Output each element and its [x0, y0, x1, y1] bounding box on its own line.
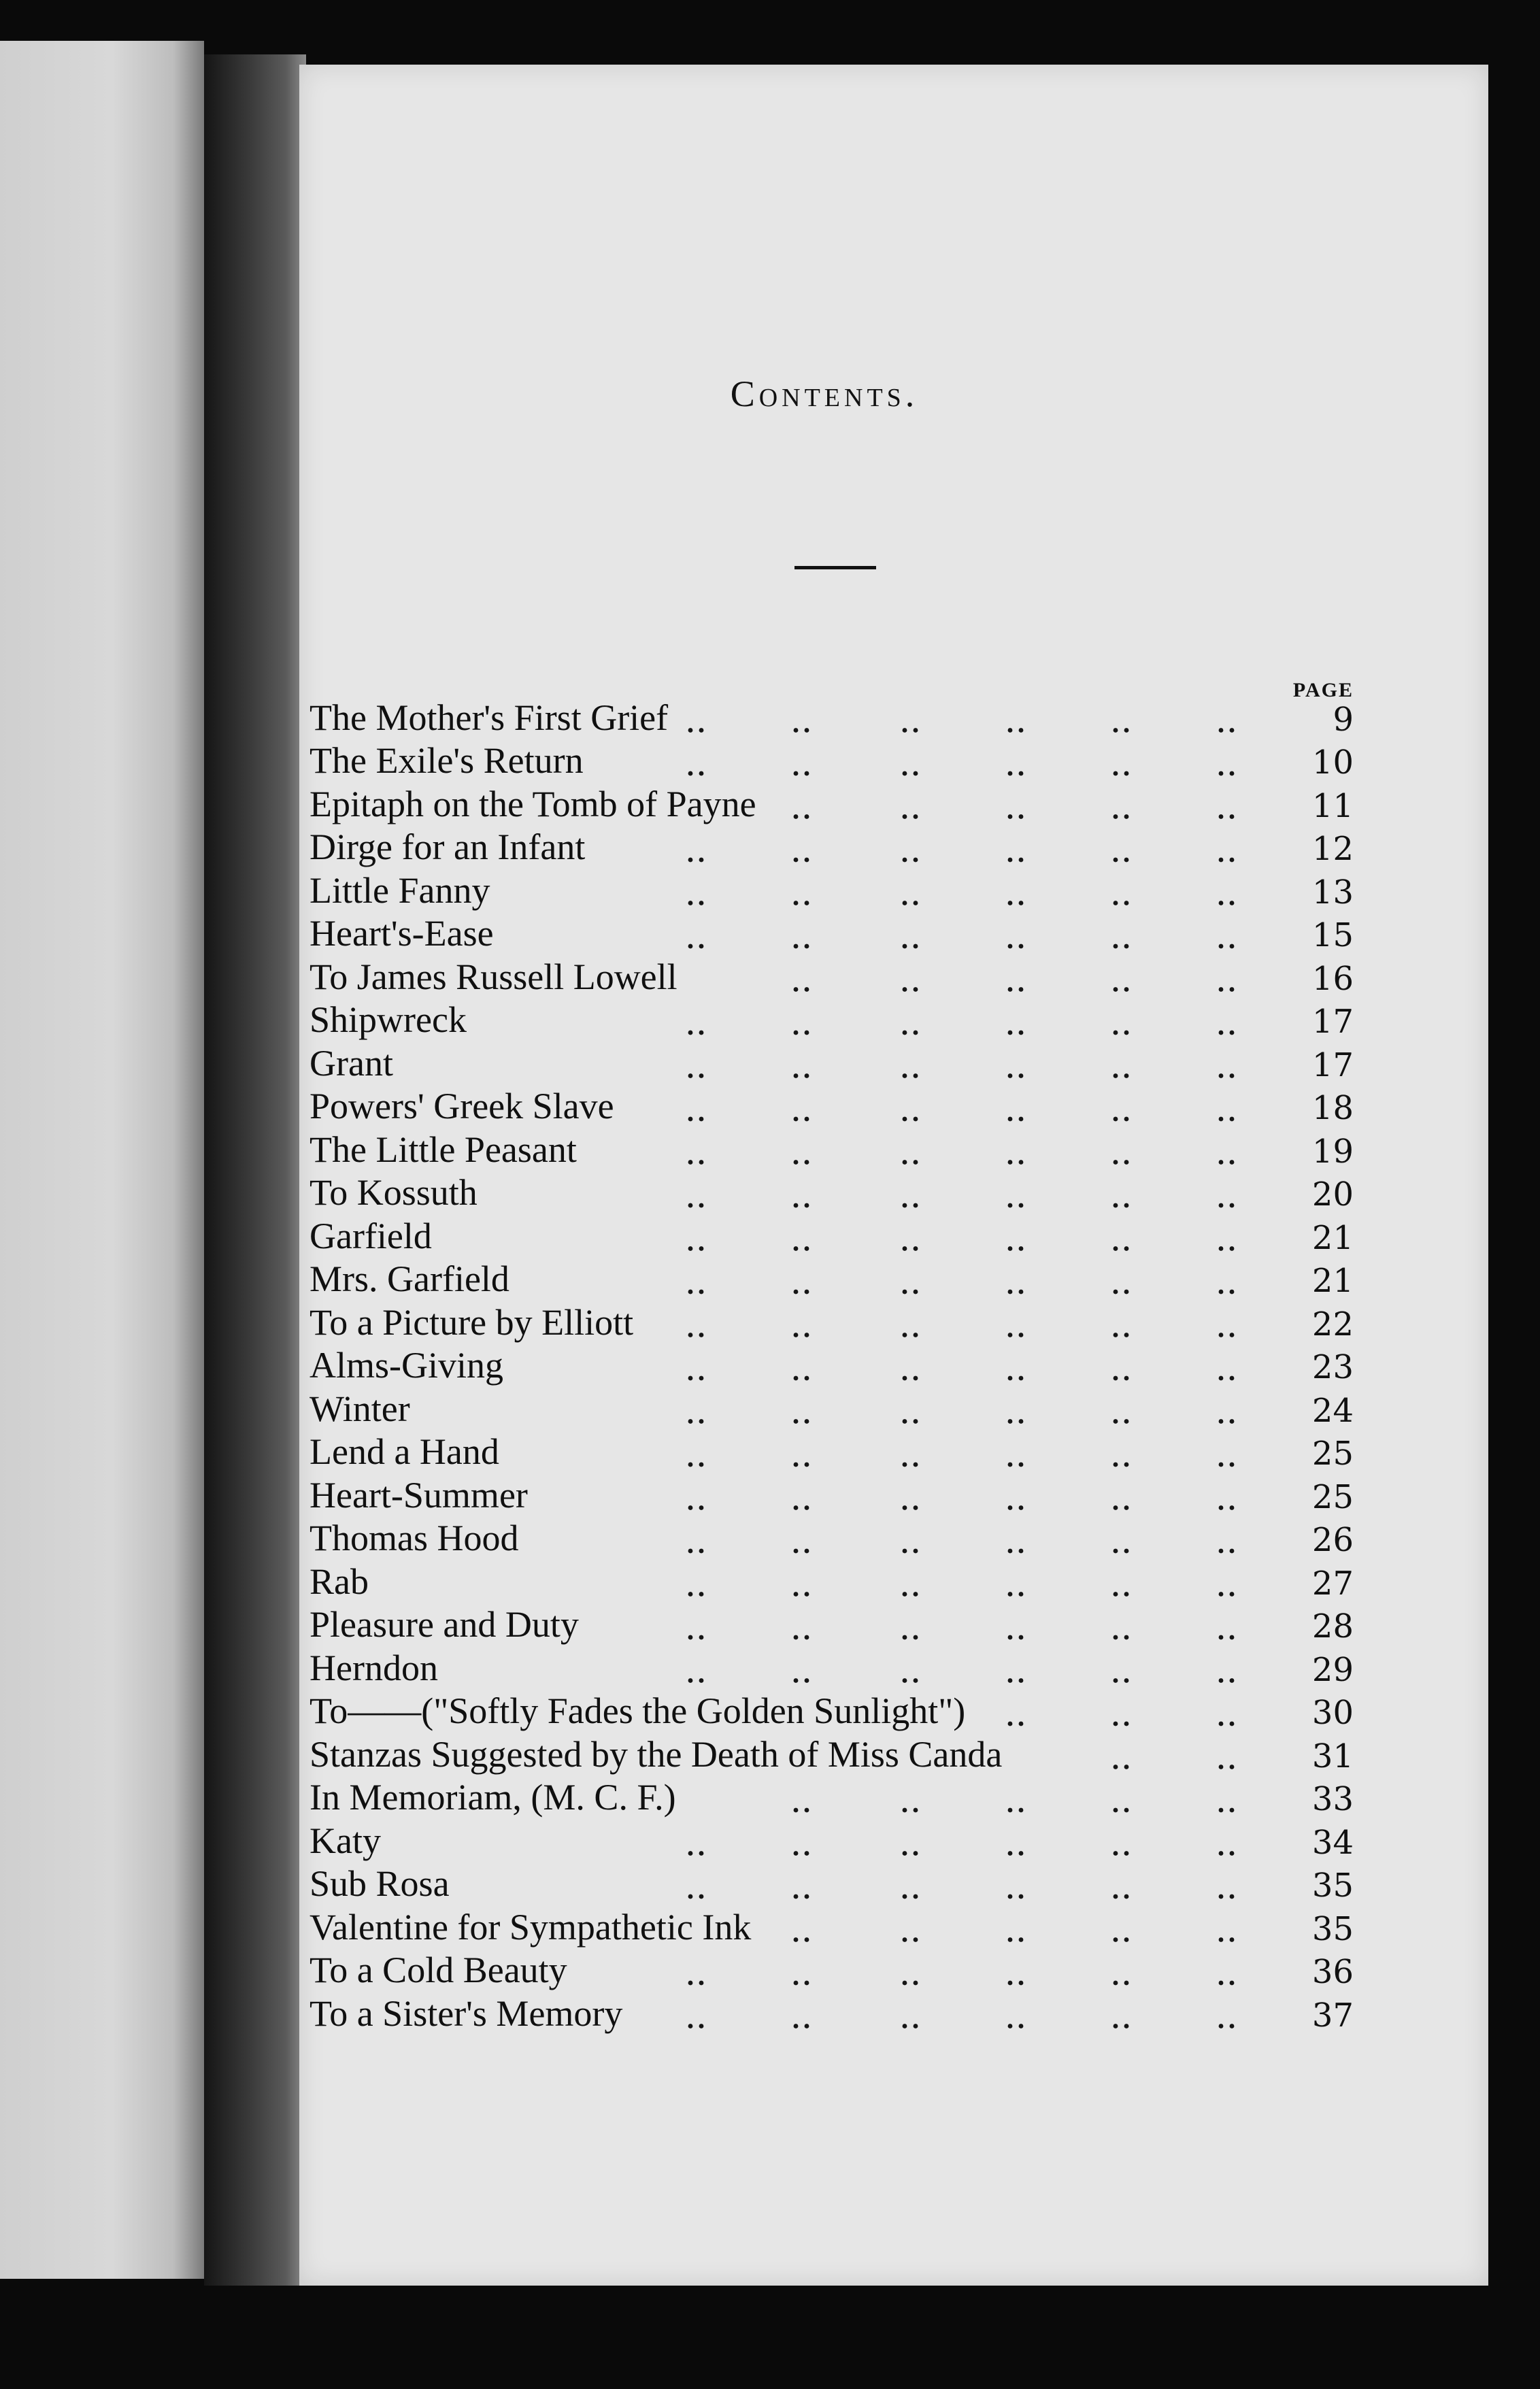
- entry-page-number: 22: [1311, 1305, 1354, 1343]
- contents-entry: [309, 692, 1354, 739]
- entry-title: Little Fanny: [309, 869, 490, 911]
- contents-entry: [309, 1902, 1354, 1948]
- entry-title: The Mother's First Grief: [309, 697, 669, 738]
- contents-entry: [309, 952, 1354, 998]
- entry-page-number: 26: [1311, 1521, 1354, 1559]
- entry-page-number: 30: [1311, 1694, 1354, 1732]
- entry-title: Heart-Summer: [309, 1474, 528, 1516]
- entry-title: Epitaph on the Tomb of Payne: [309, 783, 756, 824]
- entry-title: In Memoriam, (M. C. F.): [309, 1777, 676, 1818]
- contents-entry: [309, 909, 1354, 952]
- contents-entry: [309, 1038, 1354, 1082]
- entry-title: Alms-Giving: [309, 1345, 504, 1386]
- entry-title: To Kossuth: [309, 1172, 478, 1213]
- entry-page-number: 31: [1311, 1737, 1354, 1775]
- entry-title: To a Picture by Elliott: [309, 1301, 634, 1343]
- entry-title: Lend a Hand: [309, 1431, 499, 1472]
- contents-entry: [309, 1773, 1354, 1816]
- contents-entry: [309, 1556, 1354, 1603]
- entry-page-number: 33: [1311, 1780, 1354, 1818]
- entry-page-number: 37: [1311, 1996, 1354, 2035]
- contents-entry: [309, 822, 1354, 866]
- contents-entry: [309, 1470, 1354, 1514]
- entry-page-number: 13: [1311, 873, 1354, 912]
- entry-title: Thomas Hood: [309, 1518, 519, 1558]
- entry-page-number: 12: [1311, 830, 1354, 868]
- entry-title: Garfield: [309, 1215, 432, 1256]
- entry-page-number: 35: [1311, 1867, 1354, 1905]
- entry-page-number: 20: [1311, 1175, 1354, 1214]
- entry-page-number: 10: [1311, 744, 1354, 782]
- entry-title: Pleasure and Duty: [309, 1604, 579, 1645]
- contents-entry: [309, 1686, 1354, 1730]
- contents-entry: [309, 1643, 1354, 1689]
- entry-title: Dirge for an Infant: [309, 826, 586, 867]
- contents-entry: [309, 1729, 1354, 1773]
- entry-title: Valentine for Sympathetic Ink: [309, 1906, 752, 1948]
- contents-entry: [309, 1945, 1354, 1989]
- entry-page-number: 35: [1311, 1909, 1354, 1948]
- entry-page-number: 17: [1311, 1046, 1354, 1084]
- entry-title: Sub Rosa: [309, 1863, 450, 1904]
- contents-entry: [309, 1341, 1354, 1384]
- page-column-heading: PAGE: [1292, 679, 1354, 701]
- entry-title: Shipwreck: [309, 999, 467, 1040]
- entry-page-number: 29: [1311, 1650, 1354, 1689]
- entry-title: Katy: [309, 1820, 381, 1861]
- contents-entry: [309, 1514, 1354, 1557]
- entry-page-number: 16: [1311, 959, 1354, 998]
- contents-entry: [309, 1082, 1354, 1125]
- contents-entry: [309, 995, 1354, 1039]
- contents-entry: [309, 1859, 1354, 1903]
- entry-title: Grant: [309, 1042, 393, 1084]
- contents-entry: [309, 1254, 1354, 1298]
- contents-list: [309, 692, 1354, 2035]
- entry-page-number: 25: [1311, 1435, 1354, 1473]
- contents-entry: [309, 1427, 1354, 1471]
- contents-entry: [309, 779, 1354, 825]
- entry-page-number: 24: [1311, 1391, 1354, 1430]
- entry-title: To James Russell Lowell: [309, 956, 677, 997]
- page-title: Contents.: [730, 373, 919, 414]
- contents-entry: [309, 1600, 1354, 1643]
- contents-entry: [309, 1816, 1354, 1862]
- entry-page-number: 27: [1311, 1564, 1354, 1603]
- entry-title: To——("Softly Fades the Golden Sunlight"): [309, 1690, 966, 1731]
- contents-entry: [309, 1297, 1354, 1341]
- title-rule: [794, 566, 876, 569]
- entry-title: Heart's-Ease: [309, 913, 494, 954]
- entry-page-number: 19: [1311, 1132, 1354, 1171]
- entry-page-number: 28: [1311, 1607, 1354, 1645]
- entry-page-number: 36: [1311, 1953, 1354, 1991]
- entry-title: Rab: [309, 1560, 369, 1602]
- entry-title: The Exile's Return: [309, 740, 584, 781]
- entry-title: The Little Peasant: [309, 1129, 577, 1170]
- contents-entry: [309, 736, 1354, 780]
- entry-page-number: 34: [1311, 1823, 1354, 1862]
- entry-page-number: 15: [1311, 916, 1354, 954]
- contents-entry: [309, 1124, 1354, 1171]
- entry-page-number: 21: [1311, 1262, 1354, 1300]
- entry-title: Mrs. Garfield: [309, 1258, 509, 1299]
- contents-entry: [309, 1384, 1354, 1430]
- entry-page-number: 11: [1311, 786, 1354, 825]
- entry-title: Winter: [309, 1388, 410, 1429]
- contents-entry: [309, 1168, 1354, 1212]
- entry-page-number: 9: [1333, 700, 1354, 739]
- entry-page-number: 17: [1311, 1003, 1354, 1041]
- entry-page-number: 25: [1311, 1477, 1354, 1516]
- entry-page-number: 21: [1311, 1218, 1354, 1257]
- entry-page-number: 18: [1311, 1089, 1354, 1127]
- entry-page-number: 23: [1311, 1348, 1354, 1386]
- entry-title: Stanzas Suggested by the Death of Miss Canda: [309, 1733, 1003, 1775]
- contents-entry: [309, 865, 1354, 912]
- entry-title: To a Cold Beauty: [309, 1950, 567, 1990]
- entry-title: To a Sister's Memory: [309, 1992, 623, 2034]
- entry-title: Powers' Greek Slave: [309, 1086, 614, 1126]
- contents-entry: [309, 1211, 1354, 1257]
- contents-entry: [309, 1988, 1354, 2035]
- entry-title: Herndon: [309, 1647, 438, 1688]
